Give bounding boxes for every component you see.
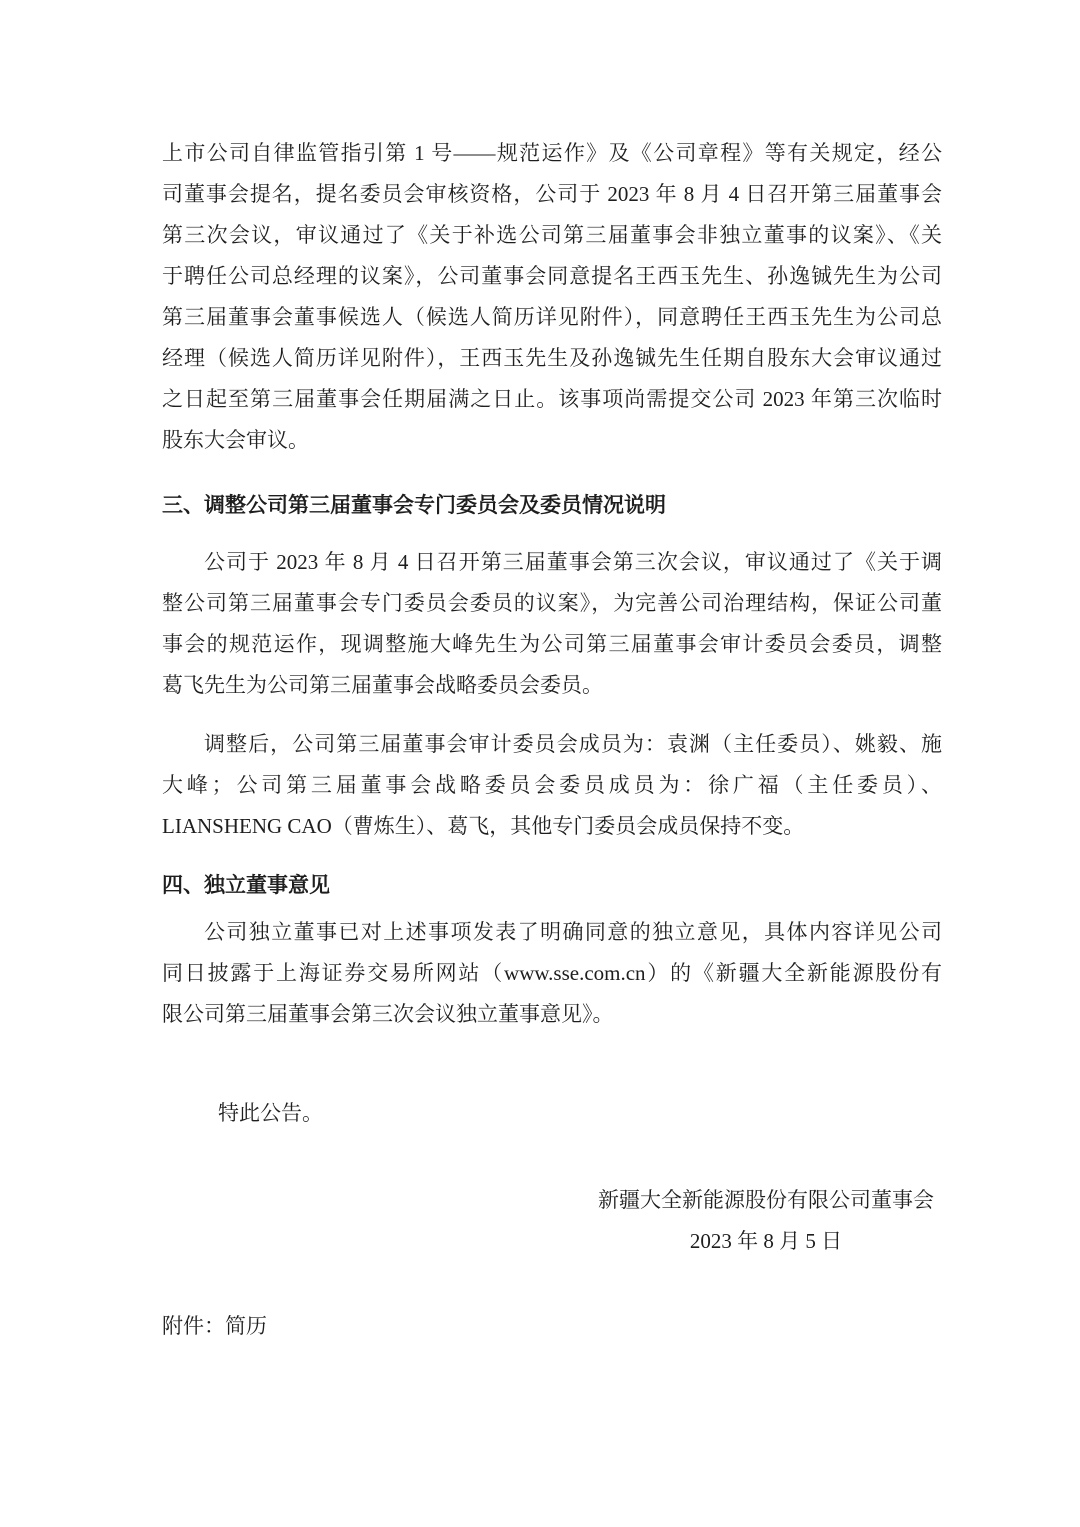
section-heading-independent-directors-opinion: 四、独立董事意见 — [162, 873, 330, 897]
text-line: 经理（候选人简历详见附件），王西玉先生及孙逸铖先生任期自股东大会审议通过 — [162, 346, 942, 370]
text-line: 股东大会审议。 — [162, 428, 309, 452]
text-line: 整公司第三届董事会专门委员会委员的议案》，为完善公司治理结构，保证公司董 — [162, 591, 942, 615]
announcement-date: 2023 年 8 月 5 日 — [689, 1229, 843, 1253]
text-line: LIANSHENG CAO（曹炼生）、葛飞，其他专门委员会成员保持不变。 — [162, 814, 805, 838]
text-line: 上市公司自律监管指引第 1 号——规范运作》及《公司章程》等有关规定，经公 — [162, 141, 942, 165]
paragraph-independent-directors-opinion — [162, 912, 942, 1035]
text-line: 同日披露于上海证券交易所网站（www.sse.com.cn）的《新疆大全新能源股份有 — [162, 961, 942, 985]
section-heading-committee-adjustment: 三、调整公司第三届董事会专门委员会及委员情况说明 — [162, 493, 666, 517]
closing-statement: 特此公告。 — [218, 1101, 323, 1125]
attachment-label: 附件：简历 — [162, 1314, 267, 1338]
document-body — [162, 133, 942, 1347]
text-line: 之日起至第三届董事会任期届满之日止。该事项尚需提交公司 2023 年第三次临时 — [162, 387, 942, 411]
text-line: 事会的规范运作，现调整施大峰先生为公司第三届董事会审计委员会委员，调整 — [162, 632, 942, 656]
text-line: 司董事会提名，提名委员会审核资格，公司于 2023 年 8 月 4 日召开第三届董事会 — [162, 182, 942, 206]
text-line: 第三次会议，审议通过了《关于补选公司第三届董事会非独立董事的议案》、《关 — [162, 223, 942, 247]
text-line: 大峰；公司第三届董事会战略委员会委员成员为：徐广福（主任委员）、 — [162, 773, 942, 797]
paragraph-committee-members — [162, 724, 942, 847]
text-line: 葛飞先生为公司第三届董事会战略委员会委员。 — [162, 673, 603, 697]
text-line: 于聘任公司总经理的议案》，公司董事会同意提名王西玉先生、孙逸铖先生为公司 — [162, 264, 942, 288]
signer-name: 新疆大全新能源股份有限公司董事会 — [598, 1188, 934, 1212]
paragraph-committee-adjustment — [162, 542, 942, 706]
text-line: 第三届董事会董事候选人（候选人简历详见附件），同意聘任王西玉先生为公司总 — [162, 305, 942, 329]
signature-block — [590, 1180, 942, 1262]
text-line: 调整后，公司第三届董事会审计委员会成员为：袁渊（主任委员）、姚毅、施 — [204, 732, 942, 756]
text-line: 公司于 2023 年 8 月 4 日召开第三届董事会第三次会议，审议通过了《关于调 — [204, 550, 942, 574]
paragraph-director-appointment — [162, 133, 942, 461]
text-line: 限公司第三届董事会第三次会议独立董事意见》。 — [162, 1002, 614, 1026]
text-line: 公司独立董事已对上述事项发表了明确同意的独立意见，具体内容详见公司 — [204, 920, 942, 944]
